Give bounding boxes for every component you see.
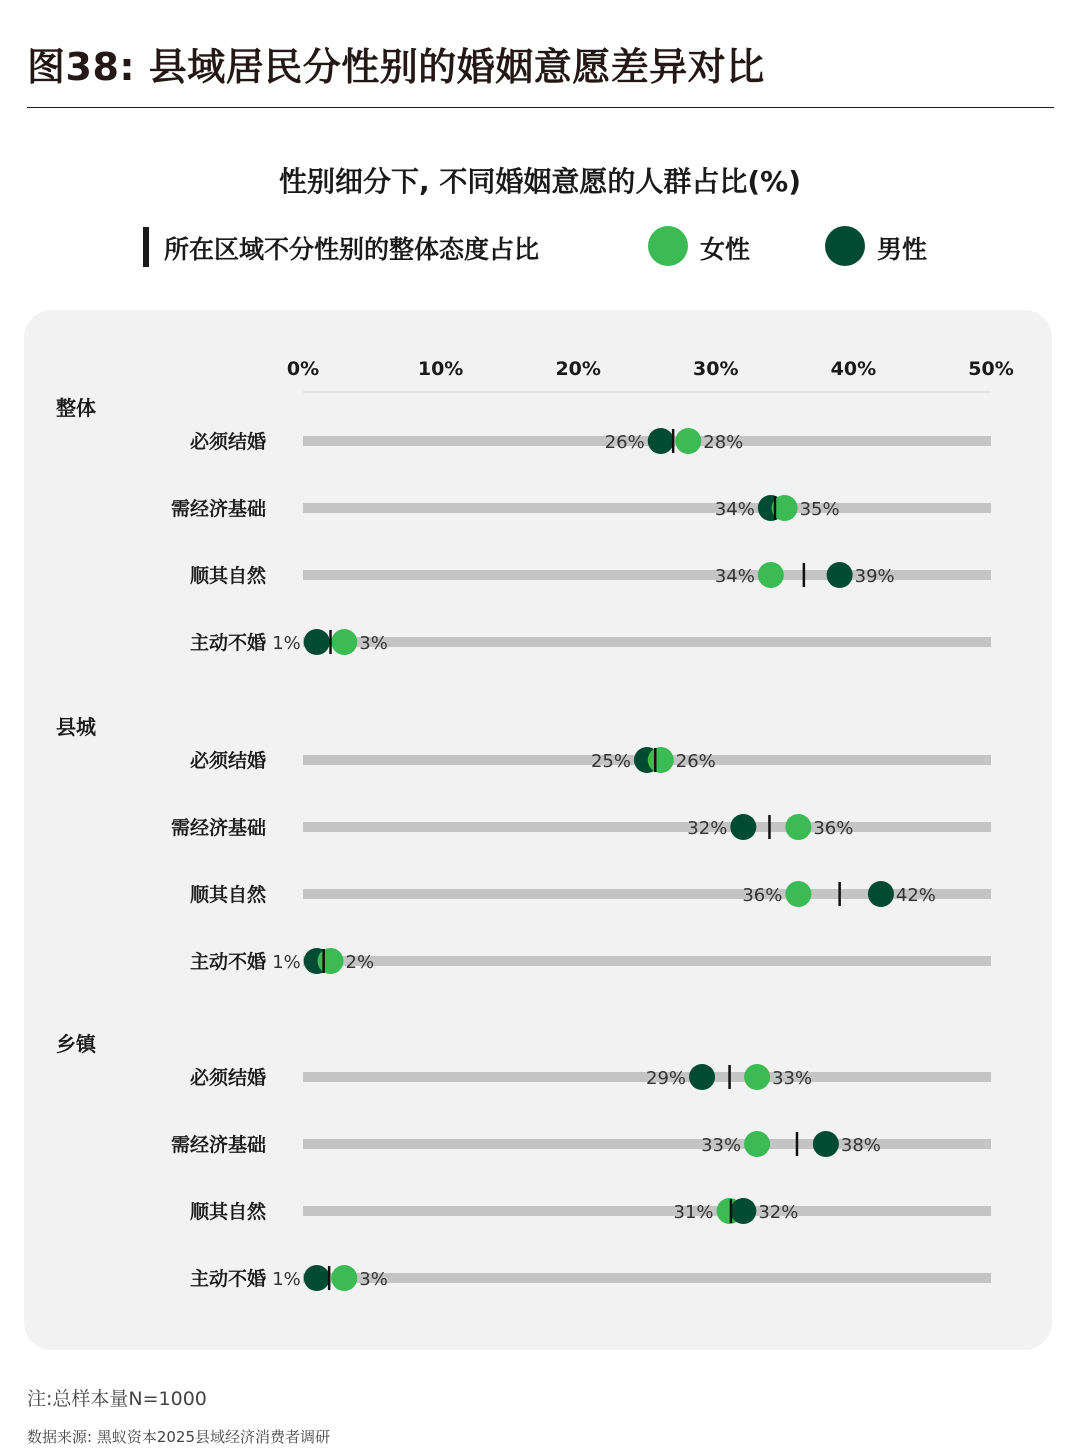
legend-overall-marker <box>143 227 149 267</box>
row-label: 需经济基础 <box>170 817 266 839</box>
male-dot <box>304 629 330 655</box>
male-dot <box>868 881 894 907</box>
male-value-label: 42% <box>895 885 936 906</box>
female-value-label: 36% <box>742 885 783 906</box>
female-dot <box>744 1064 770 1090</box>
male-dot <box>730 814 756 840</box>
female-value-label: 36% <box>813 818 854 839</box>
row-label: 顺其自然 <box>189 884 266 906</box>
title-divider <box>27 107 1054 108</box>
female-dot <box>785 881 811 907</box>
row-label: 必须结婚 <box>189 750 266 772</box>
female-value-label: 35% <box>799 499 840 520</box>
male-value-label: 32% <box>687 818 728 839</box>
x-tick-label: 30% <box>693 358 739 380</box>
group-label: 整体 <box>56 396 96 420</box>
row-label: 需经济基础 <box>170 498 266 520</box>
female-dot <box>318 948 344 974</box>
female-value-label: 34% <box>714 566 755 587</box>
legend-female-label: 女性 <box>700 235 751 264</box>
male-value-label: 1% <box>272 1269 301 1290</box>
row-label: 必须结婚 <box>189 1067 266 1089</box>
female-dot <box>331 1265 357 1291</box>
legend-male-dot <box>825 226 865 266</box>
row-label: 需经济基础 <box>170 1134 266 1156</box>
x-tick-label: 10% <box>417 358 464 380</box>
female-value-label: 33% <box>701 1135 742 1156</box>
chart-subtitle: 性别细分下, 不同婚姻意愿的人群占比(%) <box>278 165 802 198</box>
female-value-label: 26% <box>675 751 716 772</box>
male-value-label: 39% <box>854 566 895 587</box>
chart-panel <box>24 310 1052 1350</box>
female-value-label: 28% <box>703 432 744 453</box>
group-label: 县城 <box>56 715 96 739</box>
x-tick-label: 20% <box>555 358 601 380</box>
male-dot <box>689 1064 715 1090</box>
female-value-label: 2% <box>345 952 375 973</box>
male-value-label: 38% <box>840 1135 881 1156</box>
male-dot <box>304 1265 330 1291</box>
row-label: 顺其自然 <box>189 1201 266 1223</box>
female-value-label: 33% <box>772 1068 813 1089</box>
figure-title: 图38: 县域居民分性别的婚姻意愿差异对比 <box>27 45 765 89</box>
female-value-label: 3% <box>359 633 388 654</box>
male-value-label: 25% <box>590 751 631 772</box>
female-value-label: 3% <box>359 1269 388 1290</box>
sample-note: 注:总样本量N=1000 <box>27 1388 207 1410</box>
female-dot <box>675 428 701 454</box>
female-dot <box>758 562 784 588</box>
male-value-label: 1% <box>272 952 301 973</box>
x-tick-label: 40% <box>830 358 877 380</box>
data-source: 数据来源: 黑蚁资本2025县域经济消费者调研 <box>27 1428 330 1446</box>
male-value-label: 34% <box>714 499 755 520</box>
male-dot <box>813 1131 839 1157</box>
row-label: 主动不婚 <box>189 951 266 973</box>
female-dot <box>648 747 674 773</box>
row-label: 必须结婚 <box>189 431 266 453</box>
male-dot <box>827 562 853 588</box>
male-dot <box>648 428 674 454</box>
male-value-label: 1% <box>272 633 301 654</box>
female-value-label: 31% <box>673 1202 714 1223</box>
female-dot <box>744 1131 770 1157</box>
row-label: 主动不婚 <box>189 632 266 654</box>
legend-overall-label: 所在区域不分性别的整体态度占比 <box>164 235 540 264</box>
male-value-label: 32% <box>758 1202 799 1223</box>
x-tick-label: 50% <box>968 358 1014 380</box>
row-label: 顺其自然 <box>189 565 266 587</box>
female-dot <box>785 814 811 840</box>
legend <box>0 224 1080 272</box>
male-dot <box>730 1198 756 1224</box>
row-label: 主动不婚 <box>189 1268 266 1290</box>
male-value-label: 29% <box>646 1068 687 1089</box>
group-label: 乡镇 <box>56 1032 96 1056</box>
female-dot <box>331 629 357 655</box>
dot-plot-chart <box>24 310 1052 1350</box>
x-tick-label: 0% <box>286 358 320 380</box>
legend-male-label: 男性 <box>877 235 928 264</box>
legend-female-dot <box>648 226 688 266</box>
male-value-label: 26% <box>604 432 645 453</box>
